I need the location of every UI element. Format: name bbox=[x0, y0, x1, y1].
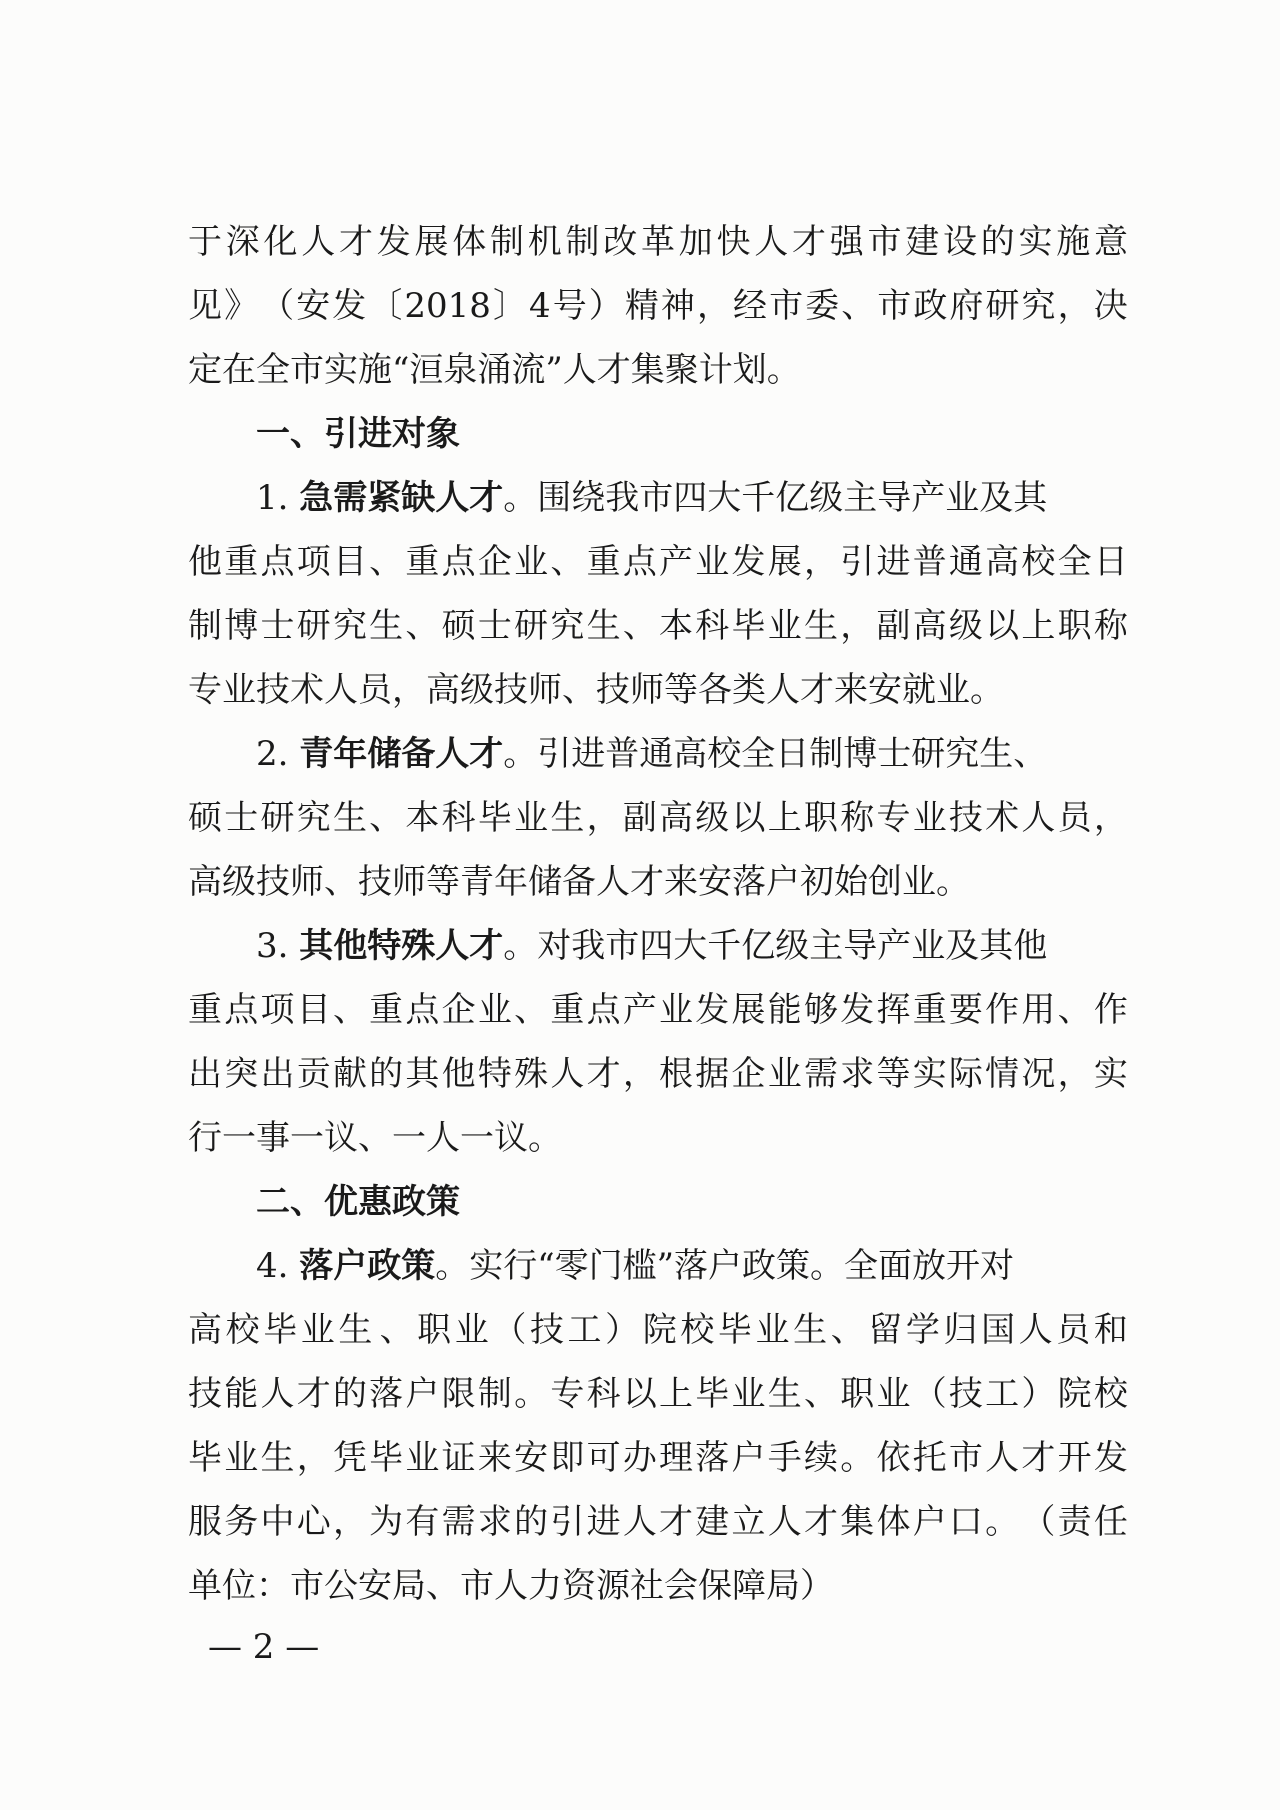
body-text-line: 硕 士 研 究 生 、 本 科 毕 业 生 ， 副 高 级 以 上 职 称 专 业 技 术 人 员 ， bbox=[188, 798, 1128, 838]
numbered-item-line bbox=[188, 466, 1128, 530]
body-text-line: 单位：市公安局、市人力资源社会保障局） bbox=[188, 1566, 834, 1606]
body-text-line: 服 务 中 心 ， 为 有 需 求 的 引 进 人 才 建 立 人 才 集 体 户 口 。 （ 责 任 bbox=[188, 1502, 1128, 1542]
section-heading: 二、优惠政策 bbox=[256, 1182, 460, 1222]
body-text-line: 行一事一议、一人一议。 bbox=[188, 1118, 562, 1158]
page-number: — 2 — bbox=[208, 1627, 320, 1667]
item-title: 急需紧缺人才 bbox=[299, 478, 504, 518]
numbered-item-line bbox=[188, 1234, 1128, 1298]
item-number: 4. bbox=[256, 1246, 300, 1286]
body-text-line: 见 》 （ 安 发 〔 2018 〕 4 号 ） 精 神 ， 经 市 委 、 市 政 府 研 究 ， 决 bbox=[188, 286, 1128, 326]
body-text-line: 于 深 化 人 才 发 展 体 制 机 制 改 革 加 快 人 才 强 市 建 设 的 实 施 意 bbox=[188, 222, 1128, 262]
body-text-line: 毕 业 生 ， 凭 毕 业 证 来 安 即 可 办 理 落 户 手 续 。 依 托 市 人 才 开 发 bbox=[188, 1438, 1128, 1478]
body-text-line: 重 点 项 目 、 重 点 企 业 、 重 点 产 业 发 展 能 够 发 挥 重 要 作 用 、 作 bbox=[188, 990, 1128, 1030]
body-text-line: 他 重 点 项 目 、 重 点 企 业 、 重 点 产 业 发 展 ， 引 进 普 通 高 校 全 日 bbox=[188, 542, 1128, 582]
body-text-line: 技 能 人 才 的 落 户 限 制 。 专 科 以 上 毕 业 生 、 职 业 （ 技 工 ） 院 校 bbox=[188, 1374, 1128, 1414]
section-heading: 一、引进对象 bbox=[256, 414, 460, 454]
numbered-item-line bbox=[188, 914, 1128, 978]
item-text: 。对我市四大千亿级主导产业及其他 bbox=[503, 926, 1048, 966]
item-text: 。引进普通高校全日制博士研究生、 bbox=[503, 734, 1048, 774]
body-text-line: 出 突 出 贡 献 的 其 他 特 殊 人 才 ， 根 据 企 业 需 求 等 实 际 情 况 ， 实 bbox=[188, 1054, 1128, 1094]
item-title: 青年储备人才 bbox=[299, 734, 504, 774]
item-text: 。实行“零门槛”落户政策。全面放开对 bbox=[435, 1246, 1015, 1286]
item-text: 。围绕我市四大千亿级主导产业及其 bbox=[503, 478, 1048, 518]
item-title: 其他特殊人才 bbox=[299, 926, 504, 966]
body-text-line: 制 博 士 研 究 生 、 硕 士 研 究 生 、 本 科 毕 业 生 ， 副 高 级 以 上 职 称 bbox=[188, 606, 1128, 646]
document-body bbox=[188, 210, 1128, 1618]
item-number: 2. bbox=[256, 734, 300, 774]
body-text-line: 定在全市实施“洹泉涌流”人才集聚计划。 bbox=[188, 350, 801, 390]
numbered-item-line bbox=[188, 722, 1128, 786]
body-text-line: 高 校 毕 业 生 、 职 业 （ 技 工 ） 院 校 毕 业 生 、 留 学 归 国 人 员 和 bbox=[188, 1310, 1128, 1350]
item-number: 3. bbox=[256, 926, 300, 966]
item-number: 1. bbox=[256, 478, 300, 518]
body-text-line: 专业技术人员，高级技师、技师等各类人才来安就业。 bbox=[188, 670, 1004, 710]
item-title: 落户政策 bbox=[299, 1246, 436, 1286]
body-text-line: 高级技师、技师等青年储备人才来安落户初始创业。 bbox=[188, 862, 970, 902]
